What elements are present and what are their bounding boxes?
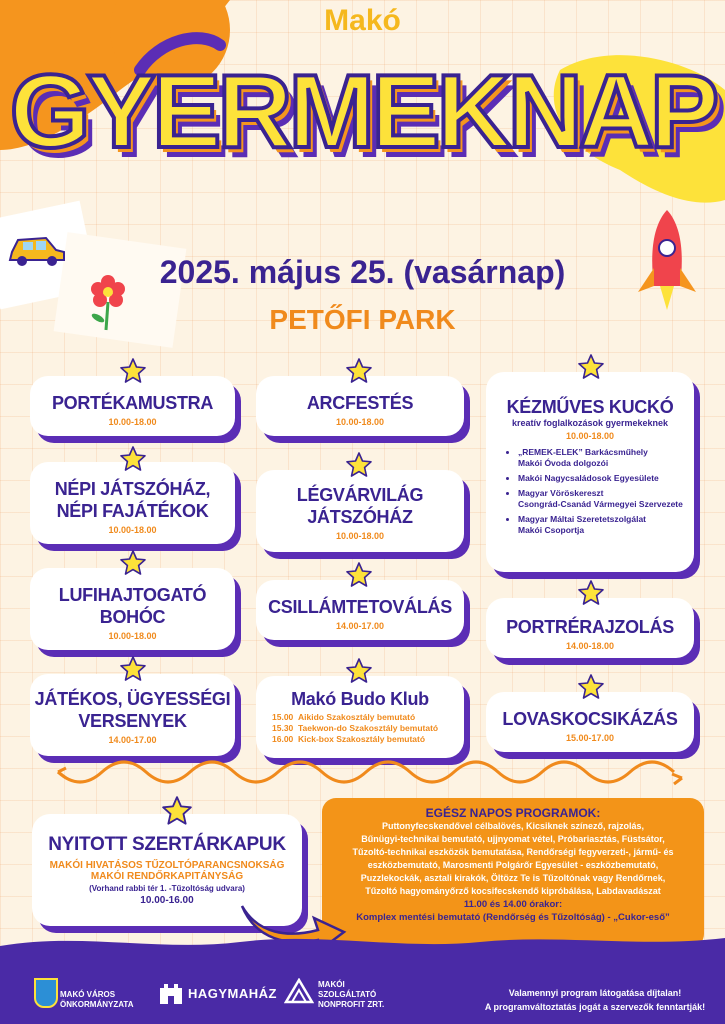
card-kezmuves	[486, 372, 694, 572]
location: (Vorhand rabbi tér 1. -Tűzoltóság udvara)	[89, 884, 245, 893]
hagymahaz-logo-text: HAGYMAHÁZ	[188, 986, 277, 1001]
card-csillam	[256, 580, 464, 640]
card-title-line2: VERSENYEK	[78, 711, 187, 731]
list-item: • Magyar Máltai Szeretetszolgálat Makói Csoportja	[518, 514, 694, 536]
card-title-line2: NÉPI FAJÁTÉKOK	[56, 501, 209, 521]
mountain-logo-icon	[284, 978, 314, 1004]
star-icon	[346, 562, 372, 588]
allday-line: Tűzoltó hagyományőrző kocsifecskendő kipróbálása, Labdavadászat	[365, 886, 661, 896]
free-entry-note: Valamennyi program látogatása díjtalan!	[508, 988, 682, 998]
card-title: Makó Budo Klub	[291, 689, 429, 709]
card-title: CSILLÁMTETOVÁLÁS	[268, 597, 452, 617]
allday-line: Bűnügyi-technikai bemutató, ujjnyomat vétel, Próbariasztás, Füstsátor,	[361, 834, 665, 844]
card-lufi	[30, 568, 235, 650]
card-budo	[256, 676, 464, 758]
card-portre	[486, 598, 694, 658]
star-icon	[346, 452, 372, 478]
star-icon	[120, 656, 146, 682]
star-icon	[162, 796, 192, 826]
card-time: 10.00-18.00	[335, 531, 385, 541]
star-icon	[578, 674, 604, 700]
card-title-line1: LUFIHAJTOGATÓ	[58, 585, 207, 605]
budo-row: 15.30 Taekwon-do Szakosztály bemutató	[272, 723, 439, 733]
card-time: 10.00-16.00	[140, 895, 194, 906]
card-title-line1: LÉGVÁRVILÁG	[296, 485, 424, 505]
organizer-list	[486, 447, 694, 536]
budo-row: 15.00 Aikido Szakosztály bemutató	[272, 712, 416, 722]
card-time: 15.00-17.00	[565, 733, 615, 743]
card-time: 10.00-18.00	[335, 417, 385, 427]
list-item: • „REMEK-ELEK” Barkácsműhely Makói Óvoda dolgozói	[518, 447, 694, 469]
star-icon	[120, 446, 146, 472]
card-portekamustra	[30, 376, 235, 436]
wave-top	[0, 932, 725, 952]
card-title: KÉZMŰVES KUCKÓ	[506, 397, 674, 417]
organizer-1: MAKÓI HIVATÁSOS TŰZOLTÓPARANCSNOKSÁG	[49, 860, 285, 871]
allday-time: 11.00 és 14.00 órakor:	[463, 899, 563, 910]
card-title: LOVASKOCSIKÁZÁS	[502, 709, 678, 729]
card-title: PORTÉKAMUSTRA	[51, 393, 214, 413]
city-government-label: MAKÓ VÁROS ÖNKORMÁNYZATA	[60, 990, 134, 1009]
event-date: 2025. május 25. (vasárnap)	[159, 254, 566, 290]
change-rights-note: A programváltoztatás jogát a szervezők fenntartják!	[484, 1002, 706, 1012]
star-icon	[120, 550, 146, 576]
card-title-line1: JÁTÉKOS, ÜGYESSÉGI	[34, 689, 231, 709]
card-jatekos	[30, 674, 235, 756]
service-company-label: MAKÓI SZOLGÁLTATÓ NONPROFIT ZRT.	[318, 980, 385, 1009]
allday-line: Tűzoltó-technikai eszközök bemutatása, Rendőrségi fegyverzeti-, jármű- és	[352, 847, 674, 857]
card-legvar	[256, 470, 464, 552]
star-icon	[346, 658, 372, 684]
castle-icon	[158, 982, 184, 1004]
budo-row: 16.00 Kick-box Szakosztály bemutató	[272, 734, 426, 744]
card-time: 10.00-18.00	[108, 525, 157, 535]
card-time: 10.00-18.00	[108, 631, 157, 641]
card-time: 10.00-18.00	[565, 431, 615, 441]
page-title: GYERMEKNAP	[9, 54, 716, 170]
star-icon	[120, 358, 146, 384]
allday-title: EGÉSZ NAPOS PROGRAMOK:	[425, 806, 601, 820]
card-title-line1: NÉPI JÁTSZÓHÁZ,	[54, 479, 211, 499]
card-time: 10.00-18.00	[108, 417, 157, 427]
card-title-line2: JÁTSZÓHÁZ	[307, 507, 413, 527]
card-subtitle: kreatív foglalkozások gyermekeknek	[511, 418, 669, 428]
footer	[0, 946, 725, 1024]
city-coat-of-arms-logo	[34, 978, 58, 1008]
allday-programs-box	[322, 798, 704, 948]
list-item: • Magyar Vöröskereszt Csongrád-Csanád Vármegyei Szervezete	[518, 488, 694, 510]
card-title: ARCFESTÉS	[306, 393, 414, 413]
card-lovas	[486, 692, 694, 752]
star-icon	[578, 354, 604, 380]
wavy-divider	[50, 758, 690, 798]
card-nepi	[30, 462, 235, 544]
event-venue: PETŐFI PARK	[269, 304, 456, 335]
card-time: 14.00-17.00	[335, 621, 385, 631]
list-item: • Makói Nagycsaládosok Egyesülete	[518, 473, 694, 484]
card-title-line2: BOHÓC	[99, 607, 166, 627]
organizer-2: MAKÓI RENDŐRKAPITÁNYSÁG	[90, 871, 244, 882]
card-arcfestes	[256, 376, 464, 436]
allday-line: eszközbemutató, Marosmenti Polgárőr Egyesület - eszközbemutató,	[367, 860, 659, 870]
city-name: Makó	[324, 4, 401, 37]
allday-line: Puzzlekockák, asztali kirakók, Öltözz Te is Tűzoltónak vagy Rendőrnek,	[360, 873, 666, 883]
card-title: PORTRÉRAJZOLÁS	[506, 617, 674, 637]
allday-line: Puttonyfecskendővel célbalövés, Kicsiknek színező, rajzolás,	[381, 821, 645, 831]
star-icon	[346, 358, 372, 384]
card-time: 14.00-17.00	[108, 735, 157, 745]
allday-special: Komplex mentési bemutató (Rendőrség és Tűzoltóság) - „Cukor-eső”	[356, 912, 670, 923]
card-title: NYITOTT SZERTÁRKAPUK	[48, 834, 286, 855]
card-time: 14.00-18.00	[565, 641, 615, 651]
star-icon	[578, 580, 604, 606]
